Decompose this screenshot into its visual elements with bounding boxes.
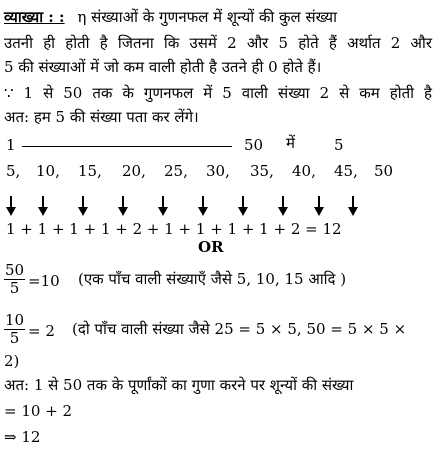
- multiple-item: 5,: [6, 162, 21, 180]
- range-start: 1: [6, 136, 16, 154]
- multiple-item: 45,: [334, 162, 358, 180]
- down-arrow-icon: [348, 196, 358, 216]
- range-rule: [22, 146, 232, 147]
- range-word: में: [286, 134, 295, 152]
- fraction-1-numerator: 50: [5, 261, 25, 279]
- range-value: 5: [334, 136, 344, 154]
- down-arrow-icon: [278, 196, 288, 216]
- fraction-2: [4, 312, 25, 347]
- explanation-line-2: उतनी ही होती है जितना कि उसमें 2 और 5 होते हैं अर्थात 2 और: [4, 34, 432, 52]
- explanation-text: η संख्याओं के गुणनफल में शून्यों की कुल संख्या: [77, 8, 337, 26]
- fraction-1-note: (एक पाँच वाली संख्याएँ जैसे 5, 10, 15 आदि ): [78, 270, 347, 288]
- fraction-1-denominator: 5: [9, 279, 20, 297]
- multiple-item: 50: [374, 162, 394, 180]
- down-arrow-icon: [78, 196, 88, 216]
- fraction-2-numerator: 10: [5, 311, 25, 329]
- down-arrow-icon: [118, 196, 128, 216]
- down-arrow-icon: [238, 196, 248, 216]
- fraction-2-continuation: 2): [4, 352, 20, 370]
- multiple-item: 15,: [78, 162, 102, 180]
- down-arrow-icon: [198, 196, 208, 216]
- arrow-row: [6, 196, 366, 216]
- explanation-line-1: [4, 8, 337, 26]
- conclusion-line-1: अत: 1 से 50 तक के पूर्णांकों का गुणा करने पर शून्यों की संख्या: [4, 376, 354, 394]
- down-arrow-icon: [158, 196, 168, 216]
- final-answer: ⇒ 12: [4, 428, 41, 446]
- down-arrow-icon: [38, 196, 48, 216]
- multiple-item: 25,: [164, 162, 188, 180]
- explanation-line-3: 5 की संख्याओं में जो कम वाली होती है उतने ही 0 होते हैं।: [4, 58, 322, 76]
- range-end: 50: [244, 136, 264, 154]
- explanation-heading: व्याख्या : :: [4, 8, 65, 26]
- fraction-2-note: (दो पाँच वाली संख्या जैसे 25 = 5 × 5, 50 = 5 × 5 ×: [72, 320, 407, 338]
- multiple-item: 20,: [122, 162, 146, 180]
- multiple-item: 35,: [250, 162, 274, 180]
- fraction-1: [4, 262, 25, 297]
- multiple-item: 40,: [292, 162, 316, 180]
- explanation-line-5: अत: हम 5 की संख्या पता कर लेंगे।: [4, 108, 199, 126]
- fraction-2-denominator: 5: [9, 329, 20, 347]
- multiple-item: 10,: [36, 162, 60, 180]
- fraction-2-result: = 2: [28, 322, 55, 340]
- conclusion-line-2: = 10 + 2: [4, 402, 73, 420]
- fraction-1-result: =10: [28, 272, 60, 290]
- sum-line: 1 + 1 + 1 + 1 + 2 + 1 + 1 + 1 + 1 + 2 = 12: [6, 220, 342, 238]
- down-arrow-icon: [6, 196, 16, 216]
- explanation-line-4: ∵ 1 से 50 तक के गुणनफल में 5 वाली संख्या 2 से कम होती है: [4, 84, 432, 102]
- down-arrow-icon: [314, 196, 324, 216]
- or-label: OR: [198, 238, 224, 256]
- multiple-item: 30,: [206, 162, 230, 180]
